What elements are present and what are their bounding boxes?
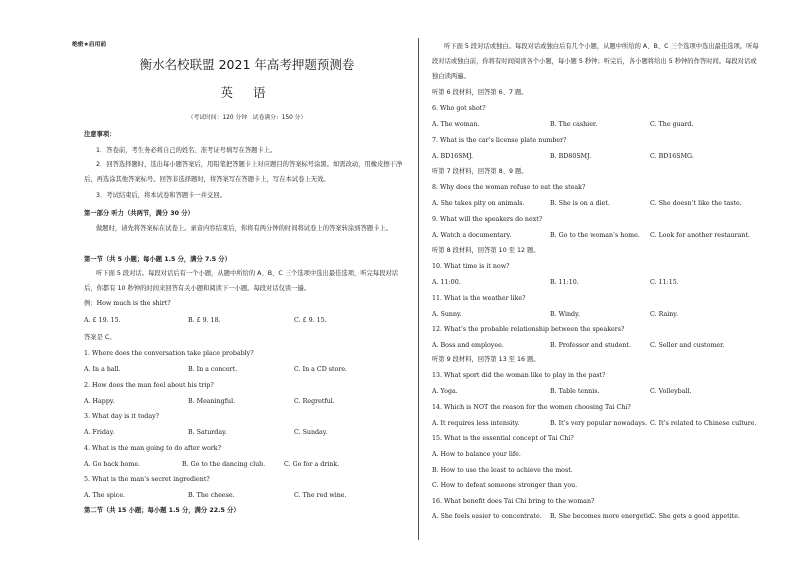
q11-option-a: A. Sunny. [432, 311, 462, 318]
q11-option-c: C. Rainy. [650, 311, 679, 318]
q12-option-a: A. Boss and employee. [432, 342, 504, 349]
part1-heading: 第一部分 听力（共两节，满分 30 分） [84, 210, 194, 217]
q16-option-b: B. She becomes more energetic. [550, 513, 654, 520]
question-5: 5. What is the man’s secret ingredient? [84, 476, 210, 483]
note-2: 2．回答选择题时，选出每小题答案后，用铅笔把答题卡上对应题目的答案标号涂黑。如需改动，用橡皮擦干净后，再选涂其他答案标号。回答非选择题时，将答案写在答题卡上，写在本试卷上无效。 [84, 161, 403, 183]
q7-option-c: C. BD16SMG. [650, 153, 694, 160]
q6-option-b: B. The cashier. [550, 121, 598, 128]
note-1: 1．答卷前，考生务必将自己的姓名、准考证号填写在答题卡上。 [96, 147, 277, 154]
question-7: 7. What is the car’s license plate number? [432, 137, 567, 144]
q7-option-b: B. BD80SMJ. [550, 153, 592, 160]
q16-option-c: C. She gets a good appetite. [650, 513, 740, 520]
confidential-mark: 绝密★启用前 [72, 42, 107, 48]
group-7-label: 听第 7 段材料，回答第 8、9 题。 [432, 168, 528, 175]
q8-option-b: B. She is on a diet. [550, 200, 610, 207]
q2-option-c: C. Regretful. [294, 398, 335, 405]
section2-heading: 第二节（共 15 小题；每小题 1.5 分，满分 22.5 分） [84, 507, 240, 514]
question-12: 12. What’s the probable relationship between the speakers? [432, 326, 625, 333]
q11-option-b: B. Windy. [550, 311, 580, 318]
q5-option-a: A. The spice. [84, 492, 126, 499]
q1-option-c: C. In a CD store. [294, 366, 348, 373]
group-6-label: 听第 6 段材料，回答第 6、7 题。 [432, 89, 528, 96]
q5-option-c: C. The red wine. [294, 492, 347, 499]
question-10: 10. What time is it now? [432, 263, 510, 270]
q4-option-b: B. Go to the dancing club. [182, 461, 266, 468]
example-answer: 答案是 C。 [84, 334, 116, 341]
q1-option-b: B. In a concert. [188, 366, 238, 373]
q10-option-a: A. 11:00. [432, 279, 461, 286]
question-1: 1. Where does the conversation take place probably? [84, 350, 254, 357]
q2-option-b: B. Meaningful. [188, 398, 236, 405]
q3-option-a: A. Friday. [84, 429, 115, 436]
q9-option-b: B. Go to the woman’s home. [550, 232, 640, 239]
note-3: 3．考试结束后，将本试卷和答题卡一并交回。 [96, 192, 226, 199]
q9-option-a: A. Watch a documentary. [432, 232, 512, 239]
q14-option-b: B. It’s very popular nowadays. [550, 420, 647, 427]
question-15: 15. What is the essential concept of Tai Chi? [432, 435, 574, 442]
q16-option-a: A. She feels easier to concentrate. [432, 513, 542, 520]
q8-option-c: C. She doesn’t like the taste. [650, 200, 742, 207]
q5-option-b: B. The cheese. [188, 492, 235, 499]
exam-title: 衡水名校联盟 2021 年高考押题预测卷 [139, 57, 355, 72]
question-6: 6. Who got shot? [432, 105, 486, 112]
q7-option-a: A. BD16SMJ. [432, 153, 474, 160]
q8-option-a: A. She takes pity on animals. [432, 200, 525, 207]
exam-info: （考试时间：120 分钟 试卷满分：150 分） [187, 115, 307, 121]
column-divider [418, 38, 419, 540]
q3-option-c: C. Sunday. [294, 429, 328, 436]
q6-option-a: A. The woman. [432, 121, 480, 128]
q15-option-c: C. How to defeat someone stronger than you. [432, 482, 578, 489]
q6-option-c: C. The guard. [650, 121, 694, 128]
question-9: 9. What will the speakers do next? [432, 216, 543, 223]
section1-instruction: 听下面 5 段对话。每段对话后有一个小题，从题中所给的 A、B、C 三个选项中选出最佳选项，听完每段对话后，你都有 10 秒钟的时间来回答有关小题和阅读下一小题。每段对话仅读一遍。 [84, 270, 399, 292]
q12-option-b: B. Professor and student. [550, 342, 631, 349]
q14-option-c: C. It’s related to Chinese culture. [650, 420, 757, 427]
question-2: 2. How does the man feel about his trip? [84, 382, 214, 389]
q1-option-a: A. In a hall. [84, 366, 121, 373]
q2-option-a: A. Happy. [84, 398, 115, 405]
question-8: 8. Why does the woman refuse to eat the steak? [432, 184, 586, 191]
q9-option-c: C. Look for another restaurant. [650, 232, 750, 239]
question-14: 14. Which is NOT the reason for the women choosing Tai Chi? [432, 404, 631, 411]
question-11: 11. What is the weather like? [432, 295, 526, 302]
question-13: 13. What sport did the woman like to play in the past? [432, 372, 606, 379]
q4-option-c: C. Go for a drink. [284, 461, 340, 468]
q3-option-b: B. Saturday. [188, 429, 227, 436]
q13-option-b: B. Table tennis. [550, 388, 600, 395]
section1-heading: 第一节（共 5 小题；每小题 1.5 分，满分 7.5 分） [84, 256, 231, 263]
question-3: 3. What day is it today? [84, 413, 160, 420]
group-9-label: 听第 9 段材料，回答第 13 至 16 题。 [432, 356, 540, 363]
q10-option-b: B. 11:10. [550, 279, 579, 286]
notes-heading: 注意事项： [84, 131, 116, 138]
q13-option-a: A. Yoga. [432, 388, 458, 395]
section2-instruction: 听下面 5 段对话或独白。每段对话或独白后有几个小题，从题中所给的 A、B、C 三个选项中选出最佳选项。听每段对话或独白前，你将有时间阅读各个小题，每小题 5 秒钟；听完后，各小题将给出 5 秒钟的作答时间。每段对话或独白读两遍。 [432, 43, 759, 80]
group-8-label: 听第 8 段材料，回答第 10 至 12 题。 [432, 247, 540, 254]
q12-option-c: C. Seller and customer. [650, 342, 725, 349]
question-16: 16. What benefit does Tai Chi bring to the woman? [432, 498, 595, 505]
example-option-b: B. £ 9. 18. [188, 317, 221, 324]
question-4: 4. What is the man going to do after work? [84, 445, 221, 452]
example-option-c: C. £ 9. 15. [294, 317, 327, 324]
example-question: 例：How much is the shirt? [84, 300, 171, 307]
q10-option-c: C. 11:15. [650, 279, 679, 286]
q14-option-a: A. It requires less intensity. [432, 420, 520, 427]
q4-option-a: A. Go back home. [84, 461, 141, 468]
subject-title: 英 语 [220, 85, 274, 100]
part1-instruction: 做题时，请先将答案标在试卷上。录音内容结束后，你将有两分钟的时间将试卷上的答案转涂到答题卡上。 [96, 225, 392, 232]
example-option-a: A. £ 19. 15. [84, 317, 121, 324]
q15-option-a: A. How to balance your life. [432, 451, 521, 458]
q15-option-b: B. How to use the least to achieve the most. [432, 467, 573, 474]
q13-option-c: C. Volleyball. [650, 388, 692, 395]
